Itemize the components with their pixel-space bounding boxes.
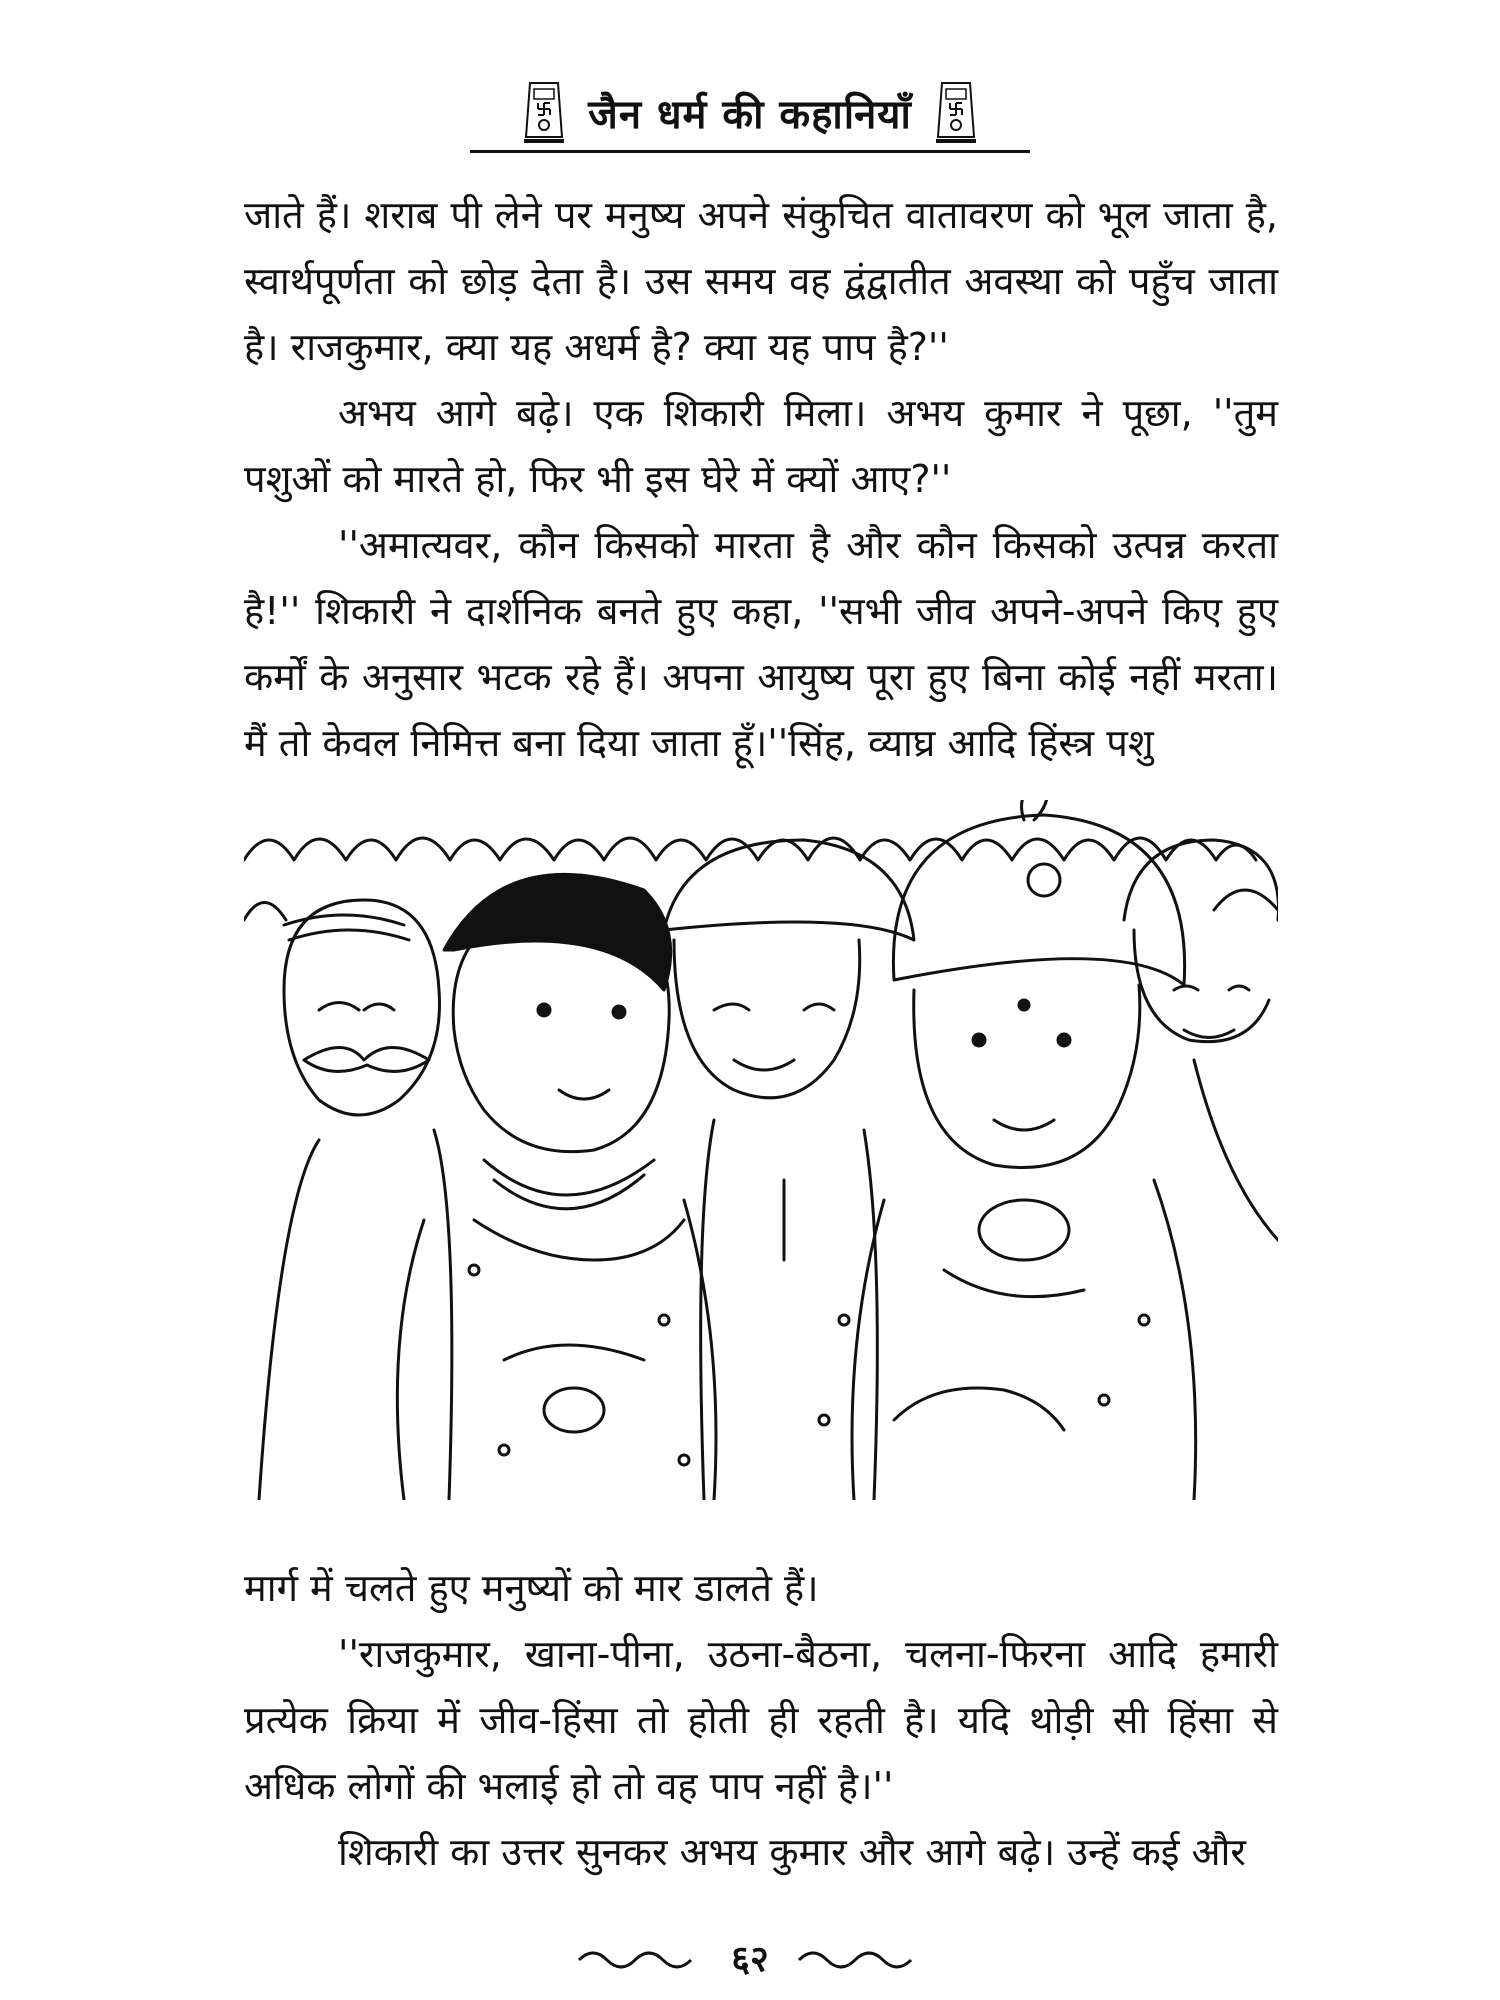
- story-text-bottom: [244, 1555, 1278, 1885]
- page-number: ६२: [731, 1938, 769, 1980]
- paragraph: जाते हैं। शराब पी लेने पर मनुष्य अपने संकुचित वातावरण को भूल जाता है, स्वार्थपूर्णता को छोड़ देता है। उस समय वह द्वंद्वातीत अवस्था को पहुँच जाता है। राजकुमार, क्या यह अधर्म है? क्या यह पाप है?'': [244, 193, 1278, 369]
- page-header: [0, 72, 1500, 152]
- book-title: जैन धर्म की कहानियाँ: [588, 91, 912, 138]
- story-illustration: [244, 800, 1278, 1500]
- paragraph: मार्ग में चलते हुए मनुष्यों को मार डालते हैं।: [244, 1566, 819, 1610]
- header-rule: [470, 150, 1030, 153]
- story-text-top: [244, 182, 1278, 776]
- paragraph: शिकारी का उत्तर सुनकर अभय कुमार और आगे बढ़े। उन्हें कई और: [338, 1830, 1246, 1874]
- paragraph: ''अमात्यवर, कौन किसको मारता है और कौन किसको उत्पन्न करता है!'' शिकारी ने दार्शनिक बनते हुए कहा, ''सभी जीव अपने-अपने किए हुए कर्मों के अनुसार भटक रहे हैं। अपना आयुष्य पूरा हुए बिना कोई नहीं मरता। मैं तो केवल निमित्त बना दिया जाता हूँ।''सिंह, व्याघ्र आदि हिंस्त्र पशु: [244, 523, 1278, 765]
- paragraph: ''राजकुमार, खाना-पीना, उठना-बैठना, चलना-फिरना आदि हमारी प्रत्येक क्रिया में जीव-हिंसा तो होती ही रहती है। यदि थोड़ी सी हिंसा से अधिक लोगों की भलाई हो तो वह पाप नहीं है।'': [244, 1632, 1278, 1808]
- paragraph: अभय आगे बढ़े। एक शिकारी मिला। अभय कुमार ने पूछा, ''तुम पशुओं को मारते हो, फिर भी इस घेरे में क्यों आए?'': [244, 391, 1278, 501]
- squiggle-ornament-icon: [575, 1942, 705, 1972]
- page-footer: [0, 1932, 1500, 1982]
- jain-emblem-icon: [934, 79, 978, 145]
- squiggle-ornament-icon: [795, 1942, 925, 1972]
- jain-emblem-icon: [522, 79, 566, 145]
